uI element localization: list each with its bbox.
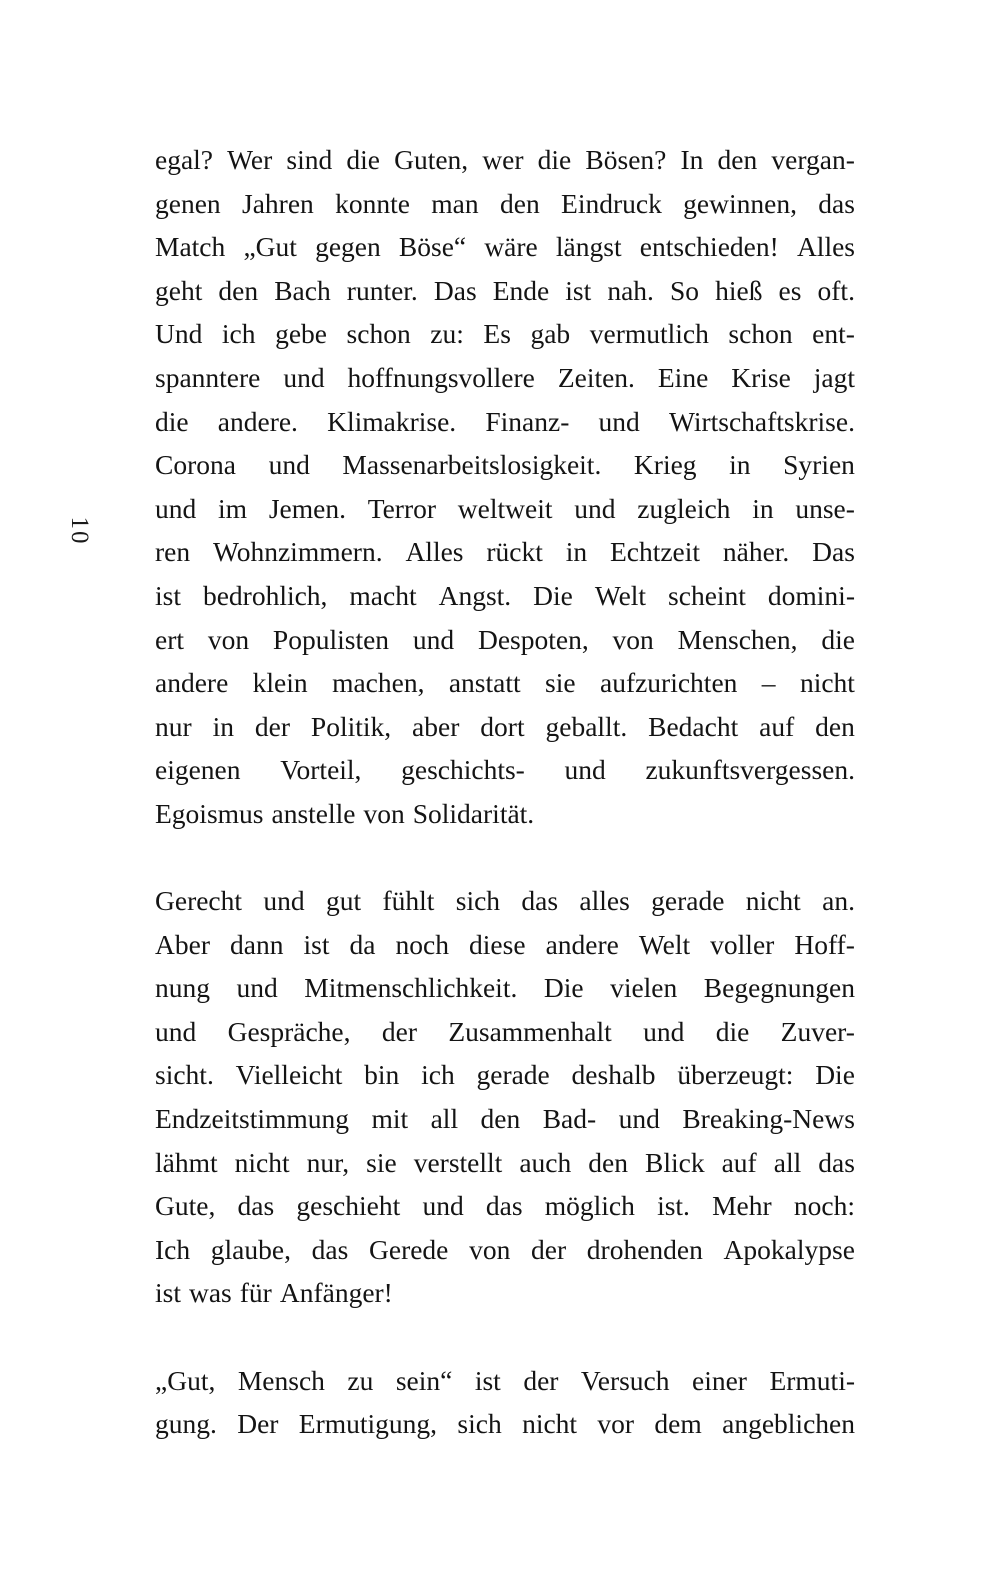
text-line: Egoismus anstelle von Solidarität.: [155, 797, 535, 829]
paragraph-gap: [155, 1315, 855, 1359]
text-line: sicht. Vielleicht bin ich gerade deshalb überzeugt: Die: [155, 1059, 855, 1091]
text-line: eigenen Vorteil, geschichts- und zukunftsvergessen.: [155, 754, 855, 786]
text-line: ren Wohnzimmern. Alles rückt in Echtzeit näher. Das: [155, 536, 855, 568]
text-line: ert von Populisten und Despoten, von Menschen, die: [155, 623, 855, 655]
text-line: gung. Der Ermutigung, sich nicht vor dem angeblichen: [155, 1408, 855, 1440]
text-line: geht den Bach runter. Das Ende ist nah. So hieß es oft.: [155, 274, 855, 306]
text-line: Corona und Massenarbeitslosigkeit. Krieg in Syrien: [155, 449, 855, 481]
body-text: [155, 138, 855, 1446]
text-line: und im Jemen. Terror weltweit und zugleich in unse-: [155, 492, 855, 524]
text-line: nung und Mitmenschlichkeit. Die vielen Begegnungen: [155, 972, 855, 1004]
text-line: Ich glaube, das Gerede von der drohenden Apokalypse: [155, 1233, 855, 1265]
text-line: spanntere und hoffnungsvollere Zeiten. Eine Krise jagt: [155, 361, 855, 393]
text-line: Und ich gebe schon zu: Es gab vermutlich schon ent-: [155, 318, 855, 350]
text-line: Gute, das geschieht und das möglich ist. Mehr noch:: [155, 1190, 855, 1222]
text-line: „Gut, Mensch zu sein“ ist der Versuch einer Ermuti-: [155, 1364, 855, 1396]
text-line: nur in der Politik, aber dort geballt. Bedacht auf den: [155, 710, 855, 742]
text-line: und Gespräche, der Zusammenhalt und die Zuver-: [155, 1015, 855, 1047]
page-number: 10: [66, 516, 93, 546]
text-line: die andere. Klimakrise. Finanz- und Wirtschaftskrise.: [155, 405, 855, 437]
text-line: egal? Wer sind die Guten, wer die Bösen? In den vergan-: [155, 144, 855, 175]
text-line: Aber dann ist da noch diese andere Welt voller Hoff-: [155, 928, 855, 960]
text-line: lähmt nicht nur, sie verstellt auch den Blick auf all das: [155, 1146, 855, 1178]
text-line: Endzeitstimmung mit all den Bad- und Breaking-News: [155, 1103, 855, 1135]
text-line: andere klein machen, anstatt sie aufzurichten – nicht: [155, 667, 855, 699]
text-line: ist was für Anfänger!: [155, 1277, 393, 1309]
paragraph-gap: [155, 836, 855, 880]
text-line: Match „Gut gegen Böse“ wäre längst entschieden! Alles: [155, 231, 855, 263]
text-line: ist bedrohlich, macht Angst. Die Welt scheint domini-: [155, 579, 855, 611]
text-line: Gerecht und gut fühlt sich das alles gerade nicht an.: [155, 885, 855, 917]
text-line: genen Jahren konnte man den Eindruck gewinnen, das: [155, 187, 855, 219]
